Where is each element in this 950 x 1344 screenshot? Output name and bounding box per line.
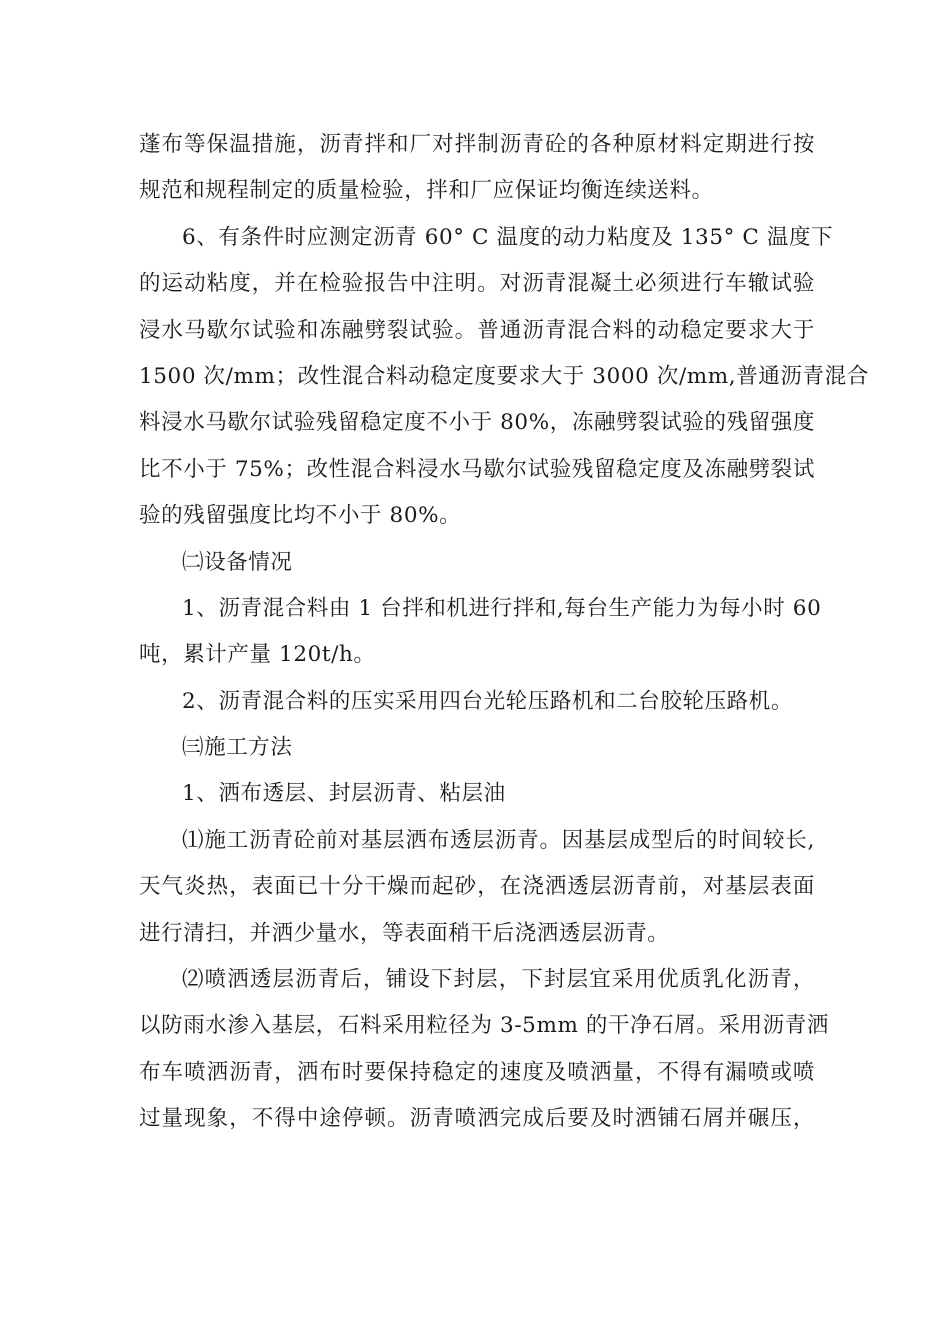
text-line: 过量现象，不得中途停顿。沥青喷洒完成后要及时洒铺石屑并碾压，	[139, 1106, 815, 1132]
text-line: 1500 次/mm；改性混合料动稳定度要求大于 3000 次/mm,普通沥青混合	[139, 363, 869, 389]
document-body	[139, 122, 869, 1143]
text-line: 布车喷洒沥青，洒布时要保持稳定的速度及喷洒量，不得有漏喷或喷	[139, 1059, 815, 1085]
text-line: 吨，累计产量 120t/h。	[139, 642, 376, 668]
text-line: 1、沥青混合料由 1 台拌和机进行拌和,每台生产能力为每小时 60	[182, 595, 822, 621]
text-line: 料浸水马歇尔试验残留稳定度不小于 80%，冻融劈裂试验的残留强度	[139, 410, 815, 436]
text-line: ⑴施工沥青砼前对基层洒布透层沥青。因基层成型后的时间较长,	[182, 827, 815, 853]
text-line: 以防雨水渗入基层，石料采用粒径为 3-5mm 的干净石屑。采用沥青洒	[139, 1013, 829, 1039]
text-line: 比不小于 75%；改性混合料浸水马歇尔试验残留稳定度及冻融劈裂试	[139, 456, 815, 482]
text-line: 天气炎热，表面已十分干燥而起砂，在浇洒透层沥青前，对基层表面	[139, 874, 815, 900]
section-heading: ㈢施工方法	[182, 735, 293, 761]
text-line: 的运动粘度，并在检验报告中注明。对沥青混凝土必须进行车辙试验	[139, 271, 815, 297]
subsection-heading: 1、洒布透层、封层沥青、粘层油	[182, 781, 506, 807]
text-line: 进行清扫，并洒少量水，等表面稍干后浇洒透层沥青。	[139, 920, 670, 946]
text-line: 浸水马歇尔试验和冻融劈裂试验。普通沥青混合料的动稳定要求大于	[139, 317, 815, 343]
text-line: 2、沥青混合料的压实采用四台光轮压路机和二台胶轮压路机。	[182, 688, 793, 714]
text-line: 蓬布等保温措施，沥青拌和厂对拌制沥青砼的各种原材料定期进行按	[139, 132, 815, 157]
text-line: ⑵喷洒透层沥青后，铺设下封层，下封层宜采用优质乳化沥青，	[182, 967, 815, 993]
text-line: 验的残留强度比均不小于 80%。	[139, 503, 462, 529]
section-heading: ㈡设备情况	[182, 549, 293, 575]
text-line: 6、有条件时应测定沥青 60° C 温度的动力粘度及 135° C 温度下	[182, 224, 834, 250]
text-line: 规范和规程制定的质量检验，拌和厂应保证均衡连续送料。	[139, 178, 714, 204]
